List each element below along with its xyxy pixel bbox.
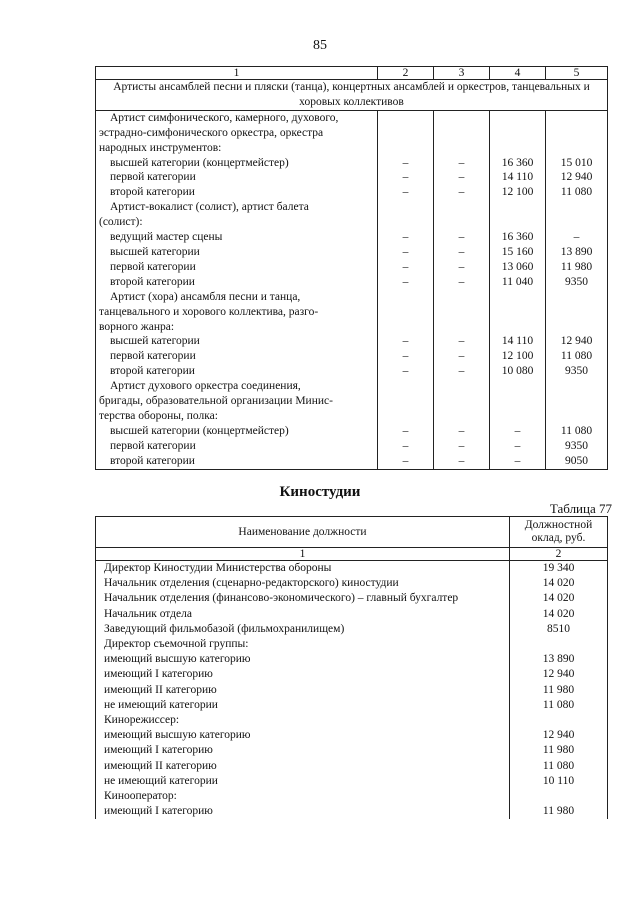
value-col5: 13 890 (546, 245, 608, 260)
group-title-row (96, 394, 608, 409)
position-name: Начальник отделения (сценарно-редакторского) киностудии (96, 576, 510, 591)
position-name: Кинорежиссер: (96, 713, 510, 728)
table-row (96, 245, 608, 260)
col-number: 1 (96, 548, 510, 561)
group-title-row (96, 379, 608, 394)
category-label: второй категории (96, 454, 378, 469)
group-title-line: терства обороны, полка: (96, 409, 378, 424)
value-col2: – (378, 170, 434, 185)
value-col3: – (434, 245, 490, 260)
salary-value: 11 080 (510, 698, 608, 713)
value-col5: 11 080 (546, 424, 608, 439)
table-row (96, 759, 608, 774)
value-col2: – (378, 424, 434, 439)
empty-cell (546, 126, 608, 141)
category-label: высшей категории (96, 245, 378, 260)
value-col2: – (378, 349, 434, 364)
value-col2: – (378, 275, 434, 290)
empty-cell (378, 200, 434, 215)
value-col3: – (434, 260, 490, 275)
value-col3: – (434, 275, 490, 290)
empty-cell (434, 215, 490, 230)
value-col2: – (378, 439, 434, 454)
salary-value: 19 340 (510, 561, 608, 577)
table-row (96, 454, 608, 469)
col-number: 5 (546, 67, 608, 80)
col-number: 2 (510, 548, 608, 561)
table-row (96, 185, 608, 200)
empty-cell (378, 126, 434, 141)
table-label: Таблица 77 (549, 501, 612, 516)
value-col5: 12 940 (546, 334, 608, 349)
table-row (96, 349, 608, 364)
position-name: имеющий высшую категорию (96, 728, 510, 743)
empty-cell (434, 110, 490, 125)
position-name: Кинооператор: (96, 789, 510, 804)
group-title-line: Артист (хора) ансамбля песни и танца, (96, 290, 378, 305)
empty-cell (378, 379, 434, 394)
table-row (96, 637, 608, 652)
position-name: имеющий II категорию (96, 759, 510, 774)
position-name: имеющий I категорию (96, 667, 510, 682)
empty-cell (434, 409, 490, 424)
empty-cell (546, 320, 608, 335)
empty-cell (546, 110, 608, 125)
col-number: 2 (378, 67, 434, 80)
salary-value: 13 890 (510, 652, 608, 667)
value-col3: – (434, 454, 490, 469)
empty-cell (546, 200, 608, 215)
empty-cell (434, 141, 490, 156)
position-name: имеющий II категорию (96, 683, 510, 698)
table-row (96, 683, 608, 698)
position-name: Директор Киностудии Министерства обороны (96, 561, 510, 577)
empty-cell (378, 110, 434, 125)
value-col4: 15 160 (490, 245, 546, 260)
empty-cell (546, 305, 608, 320)
value-col4: 16 360 (490, 230, 546, 245)
value-col4: 14 110 (490, 334, 546, 349)
position-name: имеющий высшую категорию (96, 652, 510, 667)
empty-cell (546, 379, 608, 394)
empty-cell (434, 394, 490, 409)
category-label: высшей категории (концертмейстер) (96, 424, 378, 439)
group-title-row (96, 200, 608, 215)
group-title-line: народных инструментов: (96, 141, 378, 156)
empty-cell (490, 110, 546, 125)
group-title-line: (солист): (96, 215, 378, 230)
empty-cell (490, 290, 546, 305)
table-row (96, 576, 608, 591)
value-col5: 15 010 (546, 156, 608, 171)
value-col5: 9350 (546, 275, 608, 290)
value-col2: – (378, 454, 434, 469)
empty-cell (434, 379, 490, 394)
category-label: второй категории (96, 364, 378, 379)
value-col5: 11 980 (546, 260, 608, 275)
salary-value: 14 020 (510, 576, 608, 591)
empty-cell (546, 141, 608, 156)
table2-header-row (96, 517, 608, 548)
category-label: второй категории (96, 275, 378, 290)
table-row (96, 230, 608, 245)
value-col3: – (434, 170, 490, 185)
category-label: высшей категории (96, 334, 378, 349)
group-title-line: Артист-вокалист (солист), артист балета (96, 200, 378, 215)
table-row (96, 743, 608, 758)
empty-cell (490, 409, 546, 424)
table-row (96, 774, 608, 789)
value-col3: – (434, 424, 490, 439)
empty-cell (378, 290, 434, 305)
table-row (96, 698, 608, 713)
table2-column-numbers (96, 548, 608, 561)
salary-value: 14 020 (510, 607, 608, 622)
table-row (96, 622, 608, 637)
empty-cell (378, 215, 434, 230)
table-row (96, 652, 608, 667)
salary-value: 10 110 (510, 774, 608, 789)
salary-value (510, 713, 608, 728)
category-label: первой категории (96, 170, 378, 185)
value-col3: – (434, 156, 490, 171)
empty-cell (434, 305, 490, 320)
header-salary-line: оклад, руб. (531, 532, 586, 544)
value-col5: 12 940 (546, 170, 608, 185)
salary-value: 14 020 (510, 591, 608, 606)
group-title-line: Артист симфонического, камерного, духового, (96, 110, 378, 125)
empty-cell (434, 126, 490, 141)
value-col4: 12 100 (490, 349, 546, 364)
category-label: первой категории (96, 439, 378, 454)
group-title-row (96, 110, 608, 125)
table-row (96, 156, 608, 171)
table-row (96, 364, 608, 379)
empty-cell (378, 394, 434, 409)
col-number: 3 (434, 67, 490, 80)
empty-cell (490, 200, 546, 215)
table-row (96, 439, 608, 454)
table-row (96, 591, 608, 606)
value-col3: – (434, 185, 490, 200)
table1-column-numbers (96, 67, 608, 80)
position-name: имеющий I категорию (96, 743, 510, 758)
empty-cell (490, 215, 546, 230)
header-salary (510, 517, 608, 548)
position-name: не имеющий категории (96, 774, 510, 789)
empty-cell (546, 290, 608, 305)
header-name: Наименование должности (96, 517, 510, 548)
value-col3: – (434, 439, 490, 454)
section-header-row (96, 80, 608, 111)
empty-cell (490, 126, 546, 141)
salary-value (510, 637, 608, 652)
group-title-line: эстрадно-симфонического оркестра, оркестра (96, 126, 378, 141)
group-title-line: ворного жанра: (96, 320, 378, 335)
category-label: первой категории (96, 260, 378, 275)
col-number: 1 (96, 67, 378, 80)
empty-cell (546, 215, 608, 230)
group-title-row (96, 320, 608, 335)
table-row (96, 667, 608, 682)
empty-cell (378, 409, 434, 424)
salary-value: 11 980 (510, 804, 608, 819)
group-title-line: Артист духового оркестра соединения, (96, 379, 378, 394)
empty-cell (434, 200, 490, 215)
salary-value: 11 980 (510, 683, 608, 698)
value-col5: 9350 (546, 364, 608, 379)
table-row (96, 260, 608, 275)
empty-cell (378, 141, 434, 156)
empty-cell (434, 320, 490, 335)
value-col2: – (378, 156, 434, 171)
empty-cell (378, 305, 434, 320)
position-name: не имеющий категории (96, 698, 510, 713)
value-col5: 11 080 (546, 185, 608, 200)
group-title-row (96, 215, 608, 230)
table-row (96, 728, 608, 743)
position-name: Начальник отдела (96, 607, 510, 622)
value-col4: 14 110 (490, 170, 546, 185)
value-col3: – (434, 364, 490, 379)
value-col4: – (490, 439, 546, 454)
value-col4: – (490, 454, 546, 469)
empty-cell (546, 394, 608, 409)
value-col4: 12 100 (490, 185, 546, 200)
section-title: Киностудии (279, 484, 361, 500)
table-row (96, 170, 608, 185)
empty-cell (434, 290, 490, 305)
value-col5: 9350 (546, 439, 608, 454)
group-title-row (96, 290, 608, 305)
empty-cell (546, 409, 608, 424)
salary-value: 11 980 (510, 743, 608, 758)
value-col3: – (434, 349, 490, 364)
table-row (96, 804, 608, 819)
value-col3: – (434, 334, 490, 349)
position-name: Заведующий фильмобазой (фильмохранилищем) (96, 622, 510, 637)
table-row (96, 561, 608, 577)
value-col4: 11 040 (490, 275, 546, 290)
table-row (96, 334, 608, 349)
header-salary-line: Должностной (524, 519, 593, 531)
salary-value (510, 789, 608, 804)
value-col4: 13 060 (490, 260, 546, 275)
value-col2: – (378, 185, 434, 200)
empty-cell (490, 141, 546, 156)
group-title-line: бригады, образовательной организации Минис- (96, 394, 378, 409)
empty-cell (490, 394, 546, 409)
group-title-row (96, 126, 608, 141)
value-col2: – (378, 230, 434, 245)
value-col2: – (378, 260, 434, 275)
category-label: ведущий мастер сцены (96, 230, 378, 245)
group-title-line: танцевального и хорового коллектива, разго- (96, 305, 378, 320)
table-row (96, 275, 608, 290)
page-number: 85 (313, 38, 327, 53)
group-title-row (96, 141, 608, 156)
position-name: Начальник отделения (финансово-экономического) – главный бухгалтер (96, 591, 510, 606)
salary-value: 11 080 (510, 759, 608, 774)
position-name: Директор съемочной группы: (96, 637, 510, 652)
empty-cell (378, 320, 434, 335)
salary-value: 8510 (510, 622, 608, 637)
section-header: Артисты ансамблей песни и пляски (танца), концертных ансамблей и оркестров, танцевальных и хоровых коллективов (96, 80, 608, 111)
position-name: имеющий I категорию (96, 804, 510, 819)
category-label: высшей категории (концертмейстер) (96, 156, 378, 171)
value-col2: – (378, 364, 434, 379)
salary-value: 12 940 (510, 667, 608, 682)
film-studio-salary-table (95, 516, 608, 819)
table-row (96, 713, 608, 728)
value-col3: – (434, 230, 490, 245)
value-col4: 16 360 (490, 156, 546, 171)
value-col5: – (546, 230, 608, 245)
value-col5: 11 080 (546, 349, 608, 364)
value-col2: – (378, 245, 434, 260)
artists-salary-table (95, 66, 608, 470)
value-col4: 10 080 (490, 364, 546, 379)
group-title-row (96, 409, 608, 424)
empty-cell (490, 305, 546, 320)
category-label: первой категории (96, 349, 378, 364)
value-col2: – (378, 334, 434, 349)
salary-value: 12 940 (510, 728, 608, 743)
table-row (96, 424, 608, 439)
empty-cell (490, 320, 546, 335)
value-col4: – (490, 424, 546, 439)
category-label: второй категории (96, 185, 378, 200)
col-number: 4 (490, 67, 546, 80)
empty-cell (490, 379, 546, 394)
value-col5: 9050 (546, 454, 608, 469)
group-title-row (96, 305, 608, 320)
table-row (96, 607, 608, 622)
table-row (96, 789, 608, 804)
